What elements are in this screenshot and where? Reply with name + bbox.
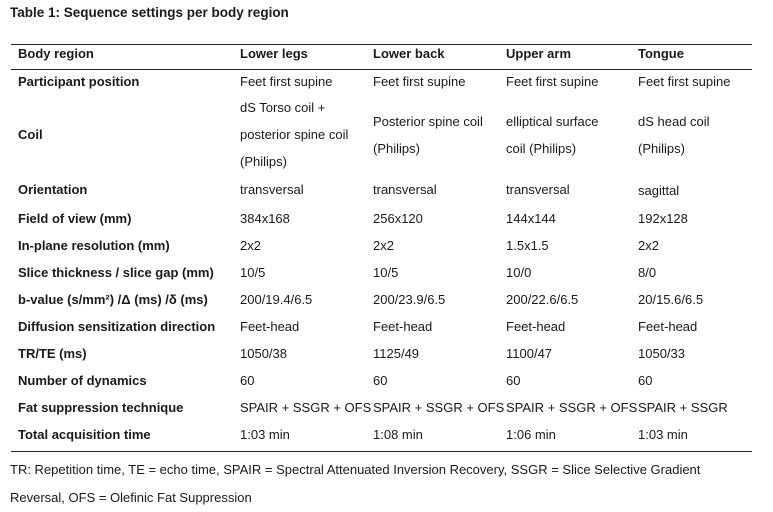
cell-dynamics-upper-arm: 60 — [506, 373, 521, 388]
cell-trte-lower-back: 1125/49 — [373, 346, 420, 361]
cell-time-lower-legs: 1:03 min — [240, 427, 290, 442]
cell-coil-lower-legs — [240, 94, 356, 175]
cell-coil-upper-arm — [506, 108, 622, 162]
coil-lower-back-line-1: Posterior spine coil — [373, 114, 483, 129]
cell-resolution-lower-back: 2x2 — [373, 238, 394, 253]
coil-lower-legs-line-3: (Philips) — [240, 154, 287, 169]
cell-trte-lower-legs: 1050/38 — [240, 346, 287, 361]
cell-position-lower-legs: Feet first supine — [240, 74, 333, 89]
header-tongue: Tongue — [638, 46, 684, 61]
cell-orientation-lower-legs: transversal — [240, 182, 304, 197]
coil-upper-arm-line-2: coil (Philips) — [506, 141, 577, 156]
cell-direction-tongue: Feet-head — [638, 319, 698, 334]
row-label-in-plane-resolution: In-plane resolution (mm) — [18, 238, 170, 253]
cell-bvalue-lower-back: 200/23.9/6.5 — [373, 292, 446, 307]
cell-position-upper-arm: Feet first supine — [506, 74, 599, 89]
cell-orientation-lower-back: transversal — [373, 182, 437, 197]
cell-slice-tongue: 8/0 — [638, 265, 657, 280]
cell-time-tongue: 1:03 min — [638, 427, 688, 442]
cell-time-upper-arm: 1:06 min — [506, 427, 556, 442]
cell-fat-lower-legs: SPAIR + SSGR + OFS — [240, 400, 372, 415]
header-body-region: Body region — [18, 46, 94, 61]
cell-fov-lower-legs: 384x168 — [240, 211, 290, 226]
coil-tongue-line-2: (Philips) — [638, 141, 685, 156]
table-bottom-rule — [11, 451, 752, 452]
cell-bvalue-tongue: 20/15.6/6.5 — [638, 292, 704, 307]
cell-orientation-upper-arm: transversal — [506, 182, 570, 197]
cell-dynamics-lower-legs: 60 — [240, 373, 255, 388]
cell-direction-upper-arm: Feet-head — [506, 319, 566, 334]
cell-position-lower-back: Feet first supine — [373, 74, 466, 89]
header-lower-legs: Lower legs — [240, 46, 308, 61]
cell-slice-lower-back: 10/5 — [373, 265, 399, 280]
cell-fov-lower-back: 256x120 — [373, 211, 423, 226]
cell-slice-upper-arm: 10/0 — [506, 265, 532, 280]
cell-fat-tongue: SPAIR + SSGR — [638, 400, 728, 415]
cell-resolution-lower-legs: 2x2 — [240, 238, 261, 253]
cell-time-lower-back: 1:08 min — [373, 427, 423, 442]
row-label-b-value: b-value (s/mm²) /Δ (ms) /δ (ms) — [18, 292, 208, 307]
header-lower-back: Lower back — [373, 46, 445, 61]
row-label-tr-te: TR/TE (ms) — [18, 346, 87, 361]
cell-trte-tongue: 1050/33 — [638, 346, 685, 361]
row-label-fat-suppression: Fat suppression technique — [18, 400, 184, 415]
table-header-rule — [11, 69, 752, 70]
header-upper-arm: Upper arm — [506, 46, 572, 61]
row-label-number-of-dynamics: Number of dynamics — [18, 373, 147, 388]
cell-position-tongue: Feet first supine — [638, 74, 731, 89]
cell-slice-lower-legs: 10/5 — [240, 265, 266, 280]
coil-lower-legs-line-1: dS Torso coil + — [240, 100, 326, 115]
cell-orientation-tongue: sagittal — [638, 183, 680, 198]
cell-bvalue-lower-legs: 200/19.4/6.5 — [240, 292, 313, 307]
coil-lower-back-line-2: (Philips) — [373, 141, 420, 156]
table-top-rule — [11, 44, 752, 45]
row-label-field-of-view: Field of view (mm) — [18, 211, 132, 226]
coil-lower-legs-line-2: posterior spine coil — [240, 127, 349, 142]
cell-fat-lower-back: SPAIR + SSGR + OFS — [373, 400, 505, 415]
row-label-diffusion-direction: Diffusion sensitization direction — [18, 319, 216, 334]
cell-bvalue-upper-arm: 200/22.6/6.5 — [506, 292, 579, 307]
cell-fat-upper-arm: SPAIR + SSGR + OFS — [506, 400, 638, 415]
cell-dynamics-tongue: 60 — [638, 373, 653, 388]
cell-direction-lower-back: Feet-head — [373, 319, 433, 334]
coil-tongue-line-1: dS head coil — [638, 114, 710, 129]
cell-dynamics-lower-back: 60 — [373, 373, 388, 388]
table-footnote: TR: Repetition time, TE = echo time, SPAIR = Spectral Attenuated Inversion Recovery, SSGR = Slice Selective Gradient Reversal, OFS = Olefinic Fat Suppression — [10, 462, 701, 505]
row-label-orientation: Orientation — [18, 182, 88, 197]
row-label-participant-position: Participant position — [18, 74, 140, 89]
cell-fov-tongue: 192x128 — [638, 211, 688, 226]
cell-fov-upper-arm: 144x144 — [506, 211, 556, 226]
cell-trte-upper-arm: 1100/47 — [506, 346, 553, 361]
cell-coil-tongue — [638, 108, 746, 162]
coil-upper-arm-line-1: elliptical surface — [506, 114, 599, 129]
cell-direction-lower-legs: Feet-head — [240, 319, 300, 334]
cell-resolution-tongue: 2x2 — [638, 238, 659, 253]
row-label-total-acquisition-time: Total acquisition time — [18, 427, 151, 442]
row-label-coil: Coil — [18, 127, 43, 142]
row-label-slice-thickness: Slice thickness / slice gap (mm) — [18, 265, 214, 280]
cell-resolution-upper-arm: 1.5x1.5 — [506, 238, 549, 253]
table-title: Table 1: Sequence settings per body region — [10, 5, 289, 20]
cell-coil-lower-back — [373, 108, 483, 162]
